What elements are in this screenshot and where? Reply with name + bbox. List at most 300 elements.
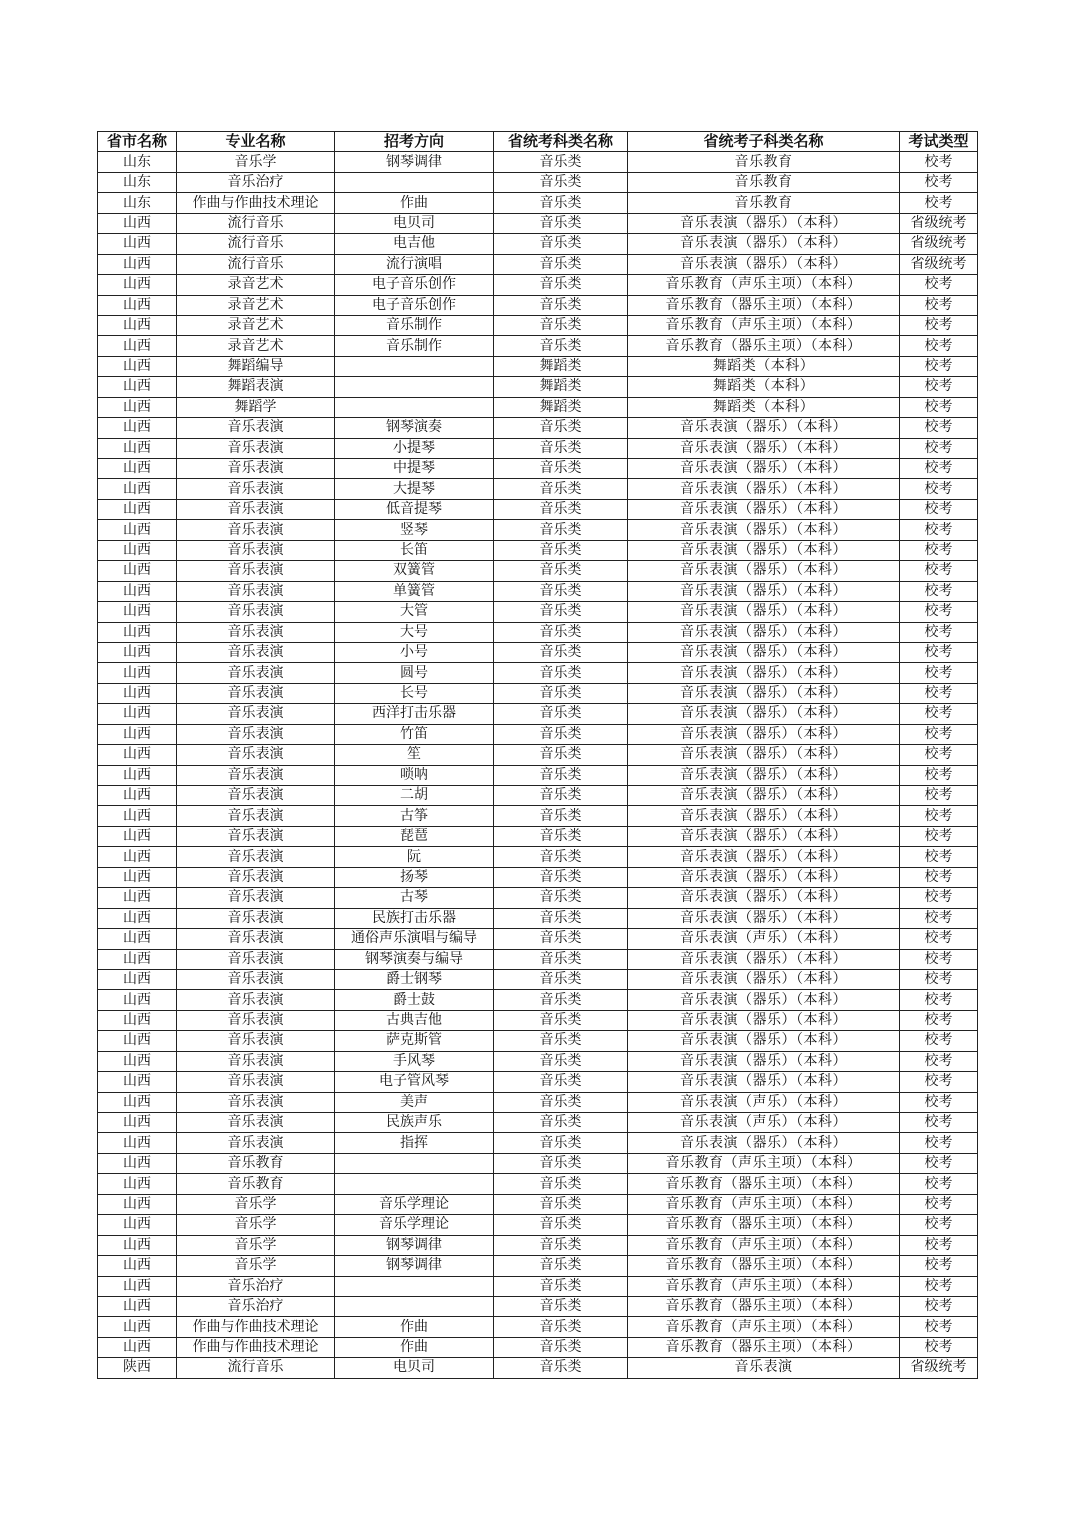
cell-province: 山西: [98, 949, 177, 969]
cell-province: 山西: [98, 418, 177, 438]
cell-exam-type: 校考: [900, 418, 978, 438]
cell-subcategory: 音乐表演（声乐）（本科）: [628, 1113, 900, 1133]
cell-province: 山西: [98, 315, 177, 335]
cell-province: 山西: [98, 786, 177, 806]
cell-province: 山西: [98, 745, 177, 765]
cell-province: 山西: [98, 377, 177, 397]
cell-exam-type: 校考: [900, 459, 978, 479]
cell-direction: 钢琴演奏与编导: [335, 949, 494, 969]
cell-exam-type: 校考: [900, 1276, 978, 1296]
cell-category: 音乐类: [494, 459, 628, 479]
cell-province: 山西: [98, 908, 177, 928]
cell-direction: [335, 1174, 494, 1194]
cell-exam-type: 校考: [900, 1317, 978, 1337]
cell-province: 山西: [98, 826, 177, 846]
table-row: [98, 1174, 978, 1194]
cell-subcategory: 音乐教育: [628, 152, 900, 172]
cell-category: 音乐类: [494, 1317, 628, 1337]
header-exam-type: 考试类型: [900, 132, 978, 152]
cell-category: 音乐类: [494, 683, 628, 703]
cell-major: 音乐表演: [177, 949, 335, 969]
cell-major: 音乐治疗: [177, 1296, 335, 1316]
cell-subcategory: 音乐表演（器乐）（本科）: [628, 704, 900, 724]
cell-direction: [335, 1296, 494, 1316]
cell-exam-type: 校考: [900, 377, 978, 397]
cell-major: 作曲与作曲技术理论: [177, 1317, 335, 1337]
cell-exam-type: 校考: [900, 356, 978, 376]
cell-subcategory: 音乐教育（声乐主项）（本科）: [628, 275, 900, 295]
table-row: [98, 867, 978, 887]
cell-category: 音乐类: [494, 275, 628, 295]
table-row: [98, 1092, 978, 1112]
cell-category: 音乐类: [494, 234, 628, 254]
cell-province: 山西: [98, 1174, 177, 1194]
cell-province: 山西: [98, 1215, 177, 1235]
cell-province: 山西: [98, 336, 177, 356]
table-row: [98, 683, 978, 703]
cell-subcategory: 音乐表演（器乐）（本科）: [628, 949, 900, 969]
cell-direction: 作曲: [335, 193, 494, 213]
cell-major: 流行音乐: [177, 1358, 335, 1378]
cell-exam-type: 校考: [900, 1174, 978, 1194]
cell-exam-type: 校考: [900, 908, 978, 928]
cell-major: 作曲与作曲技术理论: [177, 1337, 335, 1357]
cell-category: 音乐类: [494, 765, 628, 785]
table-row: [98, 275, 978, 295]
cell-category: 音乐类: [494, 1133, 628, 1153]
cell-subcategory: 音乐教育: [628, 193, 900, 213]
table-row: [98, 377, 978, 397]
cell-major: 音乐表演: [177, 1092, 335, 1112]
cell-category: 音乐类: [494, 704, 628, 724]
cell-subcategory: 舞蹈类（本科）: [628, 397, 900, 417]
cell-province: 山西: [98, 642, 177, 662]
cell-province: 山西: [98, 1133, 177, 1153]
cell-subcategory: 音乐表演（器乐）（本科）: [628, 888, 900, 908]
cell-category: 音乐类: [494, 295, 628, 315]
cell-subcategory: 音乐表演（器乐）（本科）: [628, 990, 900, 1010]
cell-major: 音乐表演: [177, 867, 335, 887]
cell-province: 山西: [98, 213, 177, 233]
cell-direction: 音乐学理论: [335, 1194, 494, 1214]
cell-category: 音乐类: [494, 1256, 628, 1276]
table-row: [98, 745, 978, 765]
cell-direction: 竖琴: [335, 520, 494, 540]
cell-province: 山西: [98, 704, 177, 724]
cell-major: 音乐表演: [177, 806, 335, 826]
cell-direction: 唢呐: [335, 765, 494, 785]
table-row: [98, 459, 978, 479]
cell-category: 舞蹈类: [494, 356, 628, 376]
cell-subcategory: 音乐教育（声乐主项）（本科）: [628, 1153, 900, 1173]
cell-subcategory: 音乐教育（器乐主项）（本科）: [628, 1174, 900, 1194]
cell-category: 音乐类: [494, 888, 628, 908]
cell-direction: 古琴: [335, 888, 494, 908]
cell-subcategory: 音乐教育: [628, 172, 900, 192]
cell-major: 流行音乐: [177, 234, 335, 254]
cell-subcategory: 音乐表演（器乐）（本科）: [628, 969, 900, 989]
cell-province: 山西: [98, 1031, 177, 1051]
cell-category: 音乐类: [494, 315, 628, 335]
cell-direction: 小号: [335, 642, 494, 662]
cell-exam-type: 校考: [900, 193, 978, 213]
cell-category: 音乐类: [494, 213, 628, 233]
cell-exam-type: 校考: [900, 540, 978, 560]
table-row: [98, 1337, 978, 1357]
cell-category: 音乐类: [494, 1031, 628, 1051]
cell-major: 音乐表演: [177, 704, 335, 724]
table-row: [98, 1153, 978, 1173]
cell-category: 音乐类: [494, 1174, 628, 1194]
table-row: [98, 561, 978, 581]
cell-direction: 电贝司: [335, 213, 494, 233]
cell-major: 音乐表演: [177, 418, 335, 438]
cell-major: 音乐表演: [177, 1051, 335, 1071]
cell-exam-type: 校考: [900, 642, 978, 662]
header-subcategory: 省统考子科类名称: [628, 132, 900, 152]
table-row: [98, 1358, 978, 1378]
cell-province: 山西: [98, 1113, 177, 1133]
cell-exam-type: 校考: [900, 1092, 978, 1112]
cell-category: 音乐类: [494, 1113, 628, 1133]
cell-direction: 电子音乐创作: [335, 295, 494, 315]
cell-major: 音乐表演: [177, 724, 335, 744]
table-row: [98, 949, 978, 969]
cell-category: 音乐类: [494, 724, 628, 744]
cell-direction: 钢琴调律: [335, 1235, 494, 1255]
cell-direction: [335, 397, 494, 417]
cell-subcategory: 音乐表演（器乐）（本科）: [628, 1010, 900, 1030]
table-row: [98, 1317, 978, 1337]
table-row: [98, 969, 978, 989]
cell-major: 音乐表演: [177, 908, 335, 928]
cell-major: 录音艺术: [177, 275, 335, 295]
cell-subcategory: 音乐表演（器乐）（本科）: [628, 1051, 900, 1071]
cell-major: 音乐表演: [177, 990, 335, 1010]
cell-category: 音乐类: [494, 990, 628, 1010]
table-row: [98, 499, 978, 519]
table-row: [98, 704, 978, 724]
table-row: [98, 1215, 978, 1235]
cell-subcategory: 音乐教育（器乐主项）（本科）: [628, 1215, 900, 1235]
cell-category: 音乐类: [494, 152, 628, 172]
cell-province: 陕西: [98, 1358, 177, 1378]
table-row: [98, 908, 978, 928]
cell-exam-type: 校考: [900, 1235, 978, 1255]
cell-province: 山西: [98, 1051, 177, 1071]
cell-province: 山西: [98, 1092, 177, 1112]
cell-exam-type: 校考: [900, 1256, 978, 1276]
cell-category: 音乐类: [494, 336, 628, 356]
table-row: [98, 990, 978, 1010]
cell-direction: 单簧管: [335, 581, 494, 601]
table-row: [98, 826, 978, 846]
cell-province: 山西: [98, 622, 177, 642]
cell-exam-type: 校考: [900, 581, 978, 601]
cell-direction: 圆号: [335, 663, 494, 683]
cell-subcategory: 音乐表演（器乐）（本科）: [628, 724, 900, 744]
cell-direction: 钢琴调律: [335, 152, 494, 172]
cell-category: 音乐类: [494, 663, 628, 683]
cell-exam-type: 省级统考: [900, 234, 978, 254]
cell-major: 音乐表演: [177, 683, 335, 703]
cell-exam-type: 校考: [900, 847, 978, 867]
cell-province: 山西: [98, 540, 177, 560]
cell-subcategory: 音乐表演（器乐）（本科）: [628, 1133, 900, 1153]
cell-exam-type: 校考: [900, 745, 978, 765]
cell-direction: [335, 1153, 494, 1173]
cell-province: 山西: [98, 1296, 177, 1316]
cell-direction: [335, 377, 494, 397]
cell-province: 山西: [98, 1317, 177, 1337]
table-row: [98, 397, 978, 417]
table-row: [98, 152, 978, 172]
cell-category: 音乐类: [494, 1051, 628, 1071]
cell-direction: 民族打击乐器: [335, 908, 494, 928]
cell-subcategory: 音乐教育（器乐主项）（本科）: [628, 1296, 900, 1316]
cell-major: 音乐表演: [177, 1031, 335, 1051]
cell-province: 山东: [98, 193, 177, 213]
cell-direction: 低音提琴: [335, 499, 494, 519]
cell-exam-type: 校考: [900, 969, 978, 989]
cell-subcategory: 音乐表演（器乐）（本科）: [628, 234, 900, 254]
cell-direction: 长号: [335, 683, 494, 703]
cell-subcategory: 音乐教育（声乐主项）（本科）: [628, 1235, 900, 1255]
cell-exam-type: 校考: [900, 806, 978, 826]
cell-exam-type: 校考: [900, 724, 978, 744]
table-row: [98, 1235, 978, 1255]
cell-major: 音乐表演: [177, 786, 335, 806]
cell-exam-type: 省级统考: [900, 1358, 978, 1378]
table-row: [98, 602, 978, 622]
cell-category: 舞蹈类: [494, 397, 628, 417]
table-row: [98, 663, 978, 683]
table-row: [98, 193, 978, 213]
cell-subcategory: 音乐表演（器乐）（本科）: [628, 642, 900, 662]
cell-province: 山西: [98, 724, 177, 744]
cell-province: 山西: [98, 581, 177, 601]
table-row: [98, 806, 978, 826]
cell-exam-type: 校考: [900, 1153, 978, 1173]
cell-province: 山西: [98, 1010, 177, 1030]
cell-exam-type: 校考: [900, 152, 978, 172]
cell-category: 音乐类: [494, 1235, 628, 1255]
cell-exam-type: 校考: [900, 275, 978, 295]
cell-province: 山西: [98, 520, 177, 540]
table-row: [98, 1031, 978, 1051]
cell-subcategory: 音乐表演（器乐）（本科）: [628, 213, 900, 233]
cell-major: 音乐表演: [177, 520, 335, 540]
cell-major: 录音艺术: [177, 315, 335, 335]
cell-major: 音乐表演: [177, 479, 335, 499]
table-row: [98, 622, 978, 642]
cell-province: 山西: [98, 1337, 177, 1357]
table-row: [98, 254, 978, 274]
cell-subcategory: 音乐教育（声乐主项）（本科）: [628, 1194, 900, 1214]
cell-category: 音乐类: [494, 254, 628, 274]
cell-exam-type: 省级统考: [900, 213, 978, 233]
cell-province: 山西: [98, 1194, 177, 1214]
cell-direction: 美声: [335, 1092, 494, 1112]
table-row: [98, 1133, 978, 1153]
cell-province: 山西: [98, 806, 177, 826]
cell-exam-type: 校考: [900, 172, 978, 192]
table-row: [98, 765, 978, 785]
cell-direction: [335, 172, 494, 192]
cell-direction: 大提琴: [335, 479, 494, 499]
cell-major: 音乐表演: [177, 663, 335, 683]
cell-direction: 手风琴: [335, 1051, 494, 1071]
cell-subcategory: 音乐教育（声乐主项）（本科）: [628, 1317, 900, 1337]
cell-exam-type: 校考: [900, 397, 978, 417]
cell-province: 山西: [98, 929, 177, 949]
cell-category: 音乐类: [494, 806, 628, 826]
cell-category: 音乐类: [494, 602, 628, 622]
cell-exam-type: 校考: [900, 990, 978, 1010]
cell-subcategory: 音乐表演（器乐）（本科）: [628, 826, 900, 846]
cell-subcategory: 音乐表演（器乐）（本科）: [628, 663, 900, 683]
cell-province: 山东: [98, 152, 177, 172]
cell-category: 音乐类: [494, 1194, 628, 1214]
cell-subcategory: 音乐表演（器乐）（本科）: [628, 520, 900, 540]
header-major: 专业名称: [177, 132, 335, 152]
cell-major: 音乐学: [177, 1194, 335, 1214]
cell-subcategory: 音乐表演（器乐）（本科）: [628, 908, 900, 928]
cell-major: 舞蹈学: [177, 397, 335, 417]
cell-province: 山西: [98, 479, 177, 499]
cell-major: 音乐表演: [177, 1133, 335, 1153]
cell-province: 山西: [98, 1235, 177, 1255]
table-row: [98, 786, 978, 806]
table-row: [98, 418, 978, 438]
cell-direction: 通俗声乐演唱与编导: [335, 929, 494, 949]
cell-province: 山西: [98, 1276, 177, 1296]
cell-direction: 流行演唱: [335, 254, 494, 274]
cell-category: 音乐类: [494, 438, 628, 458]
cell-major: 音乐表演: [177, 1113, 335, 1133]
cell-province: 山西: [98, 561, 177, 581]
cell-major: 音乐表演: [177, 826, 335, 846]
cell-province: 山西: [98, 969, 177, 989]
cell-category: 音乐类: [494, 479, 628, 499]
cell-direction: 琵琶: [335, 826, 494, 846]
cell-exam-type: 省级统考: [900, 254, 978, 274]
cell-subcategory: 音乐教育（声乐主项）（本科）: [628, 315, 900, 335]
table-row: [98, 1194, 978, 1214]
table-row: [98, 213, 978, 233]
cell-major: 音乐表演: [177, 540, 335, 560]
cell-direction: [335, 356, 494, 376]
table-row: [98, 295, 978, 315]
header-province: 省市名称: [98, 132, 177, 152]
cell-major: 流行音乐: [177, 213, 335, 233]
cell-major: 录音艺术: [177, 295, 335, 315]
cell-direction: 长笛: [335, 540, 494, 560]
cell-subcategory: 音乐教育（器乐主项）（本科）: [628, 336, 900, 356]
cell-major: 录音艺术: [177, 336, 335, 356]
cell-province: 山西: [98, 254, 177, 274]
cell-major: 舞蹈编导: [177, 356, 335, 376]
cell-direction: 电子音乐创作: [335, 275, 494, 295]
table-row: [98, 336, 978, 356]
cell-exam-type: 校考: [900, 704, 978, 724]
cell-exam-type: 校考: [900, 295, 978, 315]
cell-major: 音乐表演: [177, 765, 335, 785]
cell-subcategory: 音乐表演（器乐）（本科）: [628, 867, 900, 887]
cell-province: 山西: [98, 275, 177, 295]
cell-direction: 阮: [335, 847, 494, 867]
table-row: [98, 847, 978, 867]
table-row: [98, 315, 978, 335]
cell-province: 山西: [98, 356, 177, 376]
cell-subcategory: 音乐表演（声乐）（本科）: [628, 929, 900, 949]
cell-exam-type: 校考: [900, 1215, 978, 1235]
cell-subcategory: 音乐教育（器乐主项）（本科）: [628, 1337, 900, 1357]
cell-major: 音乐治疗: [177, 172, 335, 192]
cell-category: 音乐类: [494, 193, 628, 213]
cell-major: 音乐表演: [177, 1072, 335, 1092]
cell-category: 音乐类: [494, 622, 628, 642]
cell-direction: 古筝: [335, 806, 494, 826]
cell-direction: 小提琴: [335, 438, 494, 458]
cell-category: 音乐类: [494, 642, 628, 662]
cell-category: 音乐类: [494, 929, 628, 949]
cell-direction: 大管: [335, 602, 494, 622]
cell-major: 音乐表演: [177, 438, 335, 458]
cell-direction: 电子管风琴: [335, 1072, 494, 1092]
cell-subcategory: 音乐教育（器乐主项）（本科）: [628, 295, 900, 315]
table-row: [98, 1296, 978, 1316]
cell-major: 音乐表演: [177, 622, 335, 642]
cell-subcategory: 音乐表演（器乐）（本科）: [628, 418, 900, 438]
cell-province: 山西: [98, 663, 177, 683]
cell-subcategory: 音乐表演（器乐）（本科）: [628, 561, 900, 581]
cell-direction: 钢琴演奏: [335, 418, 494, 438]
cell-exam-type: 校考: [900, 949, 978, 969]
cell-category: 音乐类: [494, 1296, 628, 1316]
cell-direction: 爵士鼓: [335, 990, 494, 1010]
cell-major: 音乐表演: [177, 642, 335, 662]
header-direction: 招考方向: [335, 132, 494, 152]
cell-exam-type: 校考: [900, 1051, 978, 1071]
cell-category: 音乐类: [494, 949, 628, 969]
cell-exam-type: 校考: [900, 315, 978, 335]
cell-direction: 古典吉他: [335, 1010, 494, 1030]
cell-exam-type: 校考: [900, 602, 978, 622]
cell-exam-type: 校考: [900, 1031, 978, 1051]
table-body: [98, 152, 978, 1378]
cell-major: 音乐表演: [177, 602, 335, 622]
cell-subcategory: 音乐教育（声乐主项）（本科）: [628, 1276, 900, 1296]
cell-subcategory: 音乐表演（器乐）（本科）: [628, 683, 900, 703]
cell-category: 音乐类: [494, 826, 628, 846]
table-row: [98, 1256, 978, 1276]
cell-direction: 西洋打击乐器: [335, 704, 494, 724]
cell-direction: 电贝司: [335, 1358, 494, 1378]
cell-province: 山西: [98, 1153, 177, 1173]
cell-subcategory: 音乐表演（器乐）（本科）: [628, 765, 900, 785]
cell-major: 音乐表演: [177, 581, 335, 601]
cell-exam-type: 校考: [900, 867, 978, 887]
cell-subcategory: 音乐教育（器乐主项）（本科）: [628, 1256, 900, 1276]
table-row: [98, 234, 978, 254]
cell-category: 音乐类: [494, 1092, 628, 1112]
cell-major: 音乐表演: [177, 969, 335, 989]
cell-subcategory: 音乐表演: [628, 1358, 900, 1378]
cell-major: 音乐学: [177, 1235, 335, 1255]
cell-category: 音乐类: [494, 499, 628, 519]
cell-direction: 双簧管: [335, 561, 494, 581]
